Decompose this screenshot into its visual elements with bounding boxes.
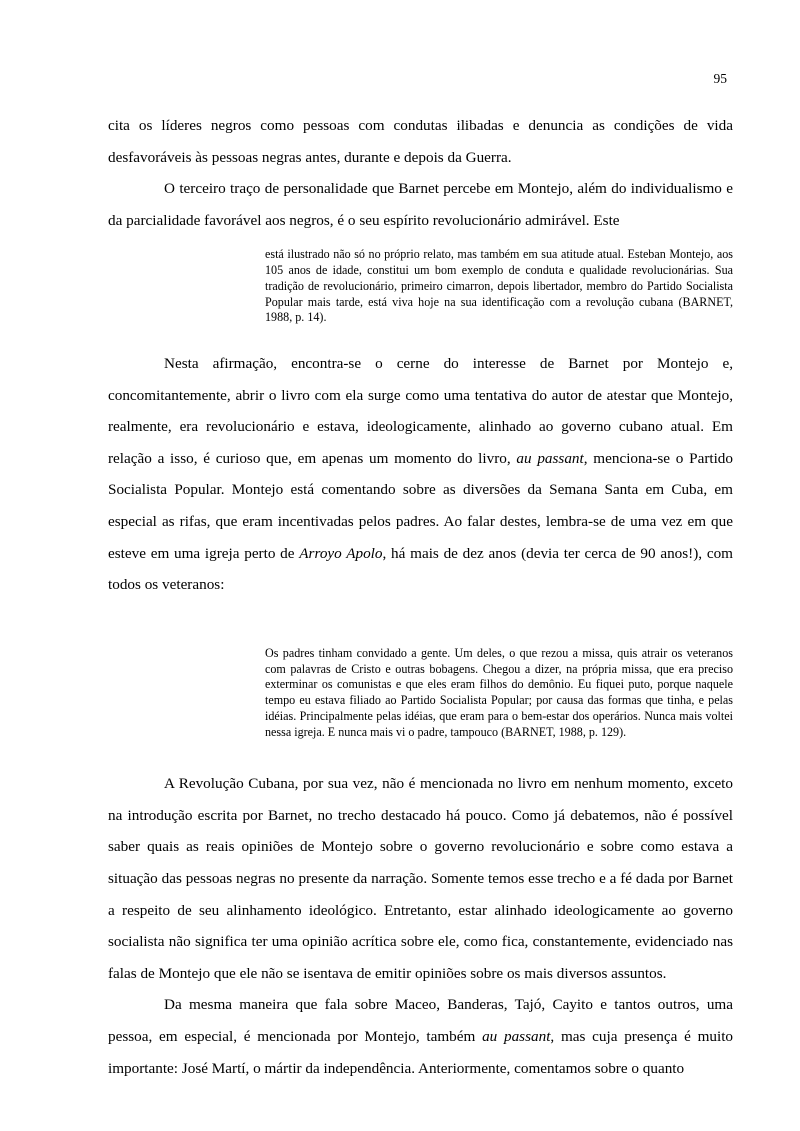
page-number: 95 (713, 71, 727, 86)
block-quote-1 (265, 247, 733, 326)
paragraph-5-part-b: , mas cuja presença é muito importante: José Martí, o mártir da independência. Anteriormente, comentamos sobre o quanto (108, 1028, 734, 1077)
paragraph-1: cita os líderes negros como pessoas com condutas ilibadas e denuncia as condições de vida desfavoráveis às pessoas negras antes, durante e depois da Guerra. (108, 117, 733, 166)
paragraph-5 (108, 989, 733, 1084)
paragraph-4: A Revolução Cubana, por sua vez, não é mencionada no livro em nenhum momento, exceto na introdução escrita por Barnet, no trecho destacado há pouco. Como já debatemos, não é possível saber quais as reais opiniões de Montejo sobre o governo revolucionário e sobre como estava a situação das pessoas negras no presente da narração. Somente temos esse trecho e a fé dada por Barnet a respeito de seu alinhamento ideológico. Entretanto, estar alinhado ideologicamente ao governo socialista não significa ter uma opinião acrítica sobre ele, como fica, constantemente, evidenciado nas falas de Montejo que ele não se isentava de emitir opiniões sobre os mais diversos assuntos. (108, 775, 733, 982)
paragraph-3-italic-1: au passant (516, 449, 584, 467)
block-quote-1-text: está ilustrado não só no próprio relato, mas também em sua atitude atual. Esteban Montejo, aos 105 anos de idade, constitui um bom exemplo de conduta e qualidade revolucionárias. Sua tradição de revolucionário, primeiro cimarron, depois libertador, membro do Partido Socialista Popular mais tarde, está viva hoje na sua identificação com a revolução cubana (BARNET, 1988, p. 14). (265, 247, 733, 325)
block-quote-2-text: Os padres tinham convidado a gente. Um deles, o que rezou a missa, quis atrair os veteranos com palavras de Cristo e outras bobagens. Chegou a dizer, na própria missa, que era preciso exterminar os comunistas e que eles eram filhos do demônio. Eu fiquei puto, porque naquele tempo eu estava filiado ao Partido Socialista Popular; por causa das formas que tinha, e pelas idéias. Principalmente pelas idéias, que eram para o bem-estar dos operários. Nunca mais voltei nessa igreja. E nunca mais vi o padre, tampouco (BARNET, 1988, p. 129). (265, 645, 733, 739)
paragraph-5-italic-1: au passant (482, 1028, 551, 1046)
page-content (108, 110, 733, 1084)
paragraph-3-part-b: , menciona-se o Partido Socialista Popular. Montejo está comentando sobre as diversões da Semana Santa em Cuba, em especial as rifas, que eram incentivadas pelos padres. Ao falar destes, lembra-se de uma vez em que esteve em uma igreja perto de (108, 449, 733, 562)
spacer (108, 326, 733, 348)
paragraph-5-part-a: Da mesma maneira que fala sobre Maceo, Banderas, Tajó, Cayito e tantos outros, uma pessoa, em especial, é mencionada por Montejo, também (108, 996, 733, 1046)
paragraph-3-part-c: , há mais de dez anos (devia ter cerca de 90 anos!), com todos os veteranos: (108, 544, 733, 594)
spacer (108, 601, 733, 635)
paragraph-3-part-a: Nesta afirmação, encontra-se o cerne do interesse de Barnet por Montejo e, concomitantemente, abrir o livro com ela surge como uma tentativa do autor de atestar que Montejo, realmente, era revolucionário e estava, ideologicamente, alinhado ao governo cubano atual. Em relação a isso, é curioso que, em apenas um momento do livro, (108, 355, 733, 467)
paragraph-3-italic-2: Arroyo Apolo (299, 544, 383, 562)
paragraph-2: O terceiro traço de personalidade que Barnet percebe em Montejo, além do individualismo e da parcialidade favorável aos negros, é o seu espírito revolucionário admirável. Este (108, 180, 733, 229)
block-quote-2 (265, 646, 733, 740)
paragraph-3 (108, 348, 733, 601)
spacer (108, 740, 733, 768)
